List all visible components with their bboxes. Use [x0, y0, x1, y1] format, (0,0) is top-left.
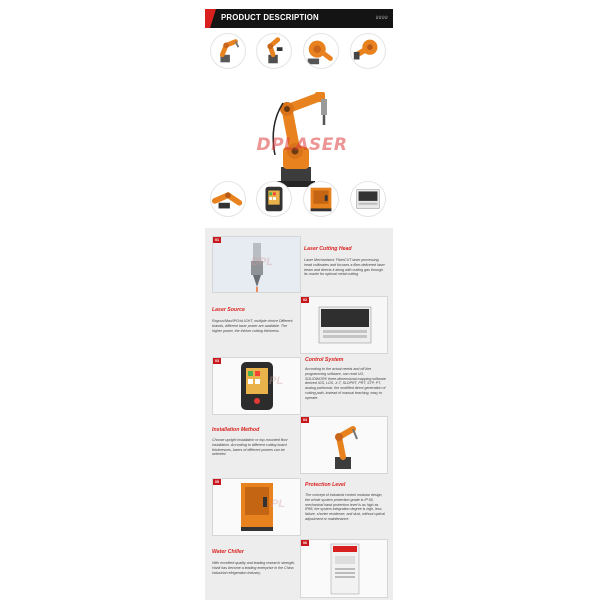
laser-source-thumb[interactable] [350, 181, 386, 217]
header-subtitle: ỮỮỮỮ [375, 16, 388, 20]
robot-arm-thumb-1[interactable] [210, 33, 246, 69]
robot-arm-thumb-3[interactable] [303, 33, 339, 69]
section-title-5: Protection Level [305, 482, 346, 488]
section-number-3: 03 [215, 359, 219, 363]
protection-level-image [212, 478, 301, 536]
section-text-1: Laser Mechanisms' FiberCUT laser processing head collimates and focuses a fiber-delivered laser beam and directs it along with cutting gas through its nozzle for optimal metal cutting [304, 258, 385, 277]
section-number-5: 05 [215, 480, 219, 484]
section-header [205, 9, 393, 28]
installation-method-image [300, 416, 388, 474]
section-title-1: Laser Cutting Head [304, 246, 352, 252]
section-watermark-5: PL [271, 498, 286, 510]
section-watermark-3: PL [269, 375, 284, 387]
section-title-6: Water Chiller [212, 549, 244, 555]
section-text-4: Choose upright installation or top-mounted floor installation. According to different cutting board thicknesses, lasers of different powers can be selected. [212, 438, 288, 457]
detail-panel [205, 228, 393, 600]
robot-arm-thumb-4[interactable] [350, 33, 386, 69]
main-robot-image [255, 75, 345, 190]
section-text-5: The concept of industrial control modular design, the whole system protection grade is IP 65, mechanical hand protection level is as high as IP68, the system integration degree is high, less failure, shorter residence, anti dust, without optical adjustment or maintenance. [305, 493, 385, 521]
header-title: PRODUCT DESCRIPTION [221, 13, 319, 22]
section-title-3: Control System [305, 357, 344, 363]
section-number-1: 01 [215, 238, 219, 242]
section-text-3: According to the actual needs and off-line programming software, can read UG, SOLIDWORK three-dimensional mapping software derived IGS, LGS, X-T, SLDPRT, PRT, STP, PT, analog parformat, the modified direct generation of cutting path, instead of manual teaching, easy to operate. [305, 367, 386, 400]
water-chiller-image [300, 539, 388, 598]
cutting-head-thumb[interactable] [210, 181, 246, 217]
section-number-2: 02 [303, 298, 307, 302]
robot-arm-thumb-2[interactable] [256, 33, 292, 69]
control-system-image [212, 357, 301, 415]
hero-watermark: DPLASER [256, 135, 348, 155]
teach-pendant-thumb[interactable] [256, 181, 292, 217]
section-text-2: Raycus/Max/IPG/nLIGHT, multiple choice Different brands, different laser power are available. The higher power, the thicker cutting thickness. [212, 319, 293, 333]
section-text-6: With excellent quality and leading research strength, Hanli has become a leading enterprise in the China industrial refrigeration industry. [212, 561, 296, 575]
section-number-4: 04 [303, 418, 307, 422]
section-number-6: 06 [303, 541, 307, 545]
header-accent-triangle [210, 9, 216, 28]
section-title-4: Installation Method [212, 427, 260, 433]
section-watermark-1: DPL [251, 256, 273, 268]
laser-source-image [300, 296, 388, 354]
control-cabinet-thumb[interactable] [303, 181, 339, 217]
section-title-2: Laser Source [212, 307, 245, 313]
